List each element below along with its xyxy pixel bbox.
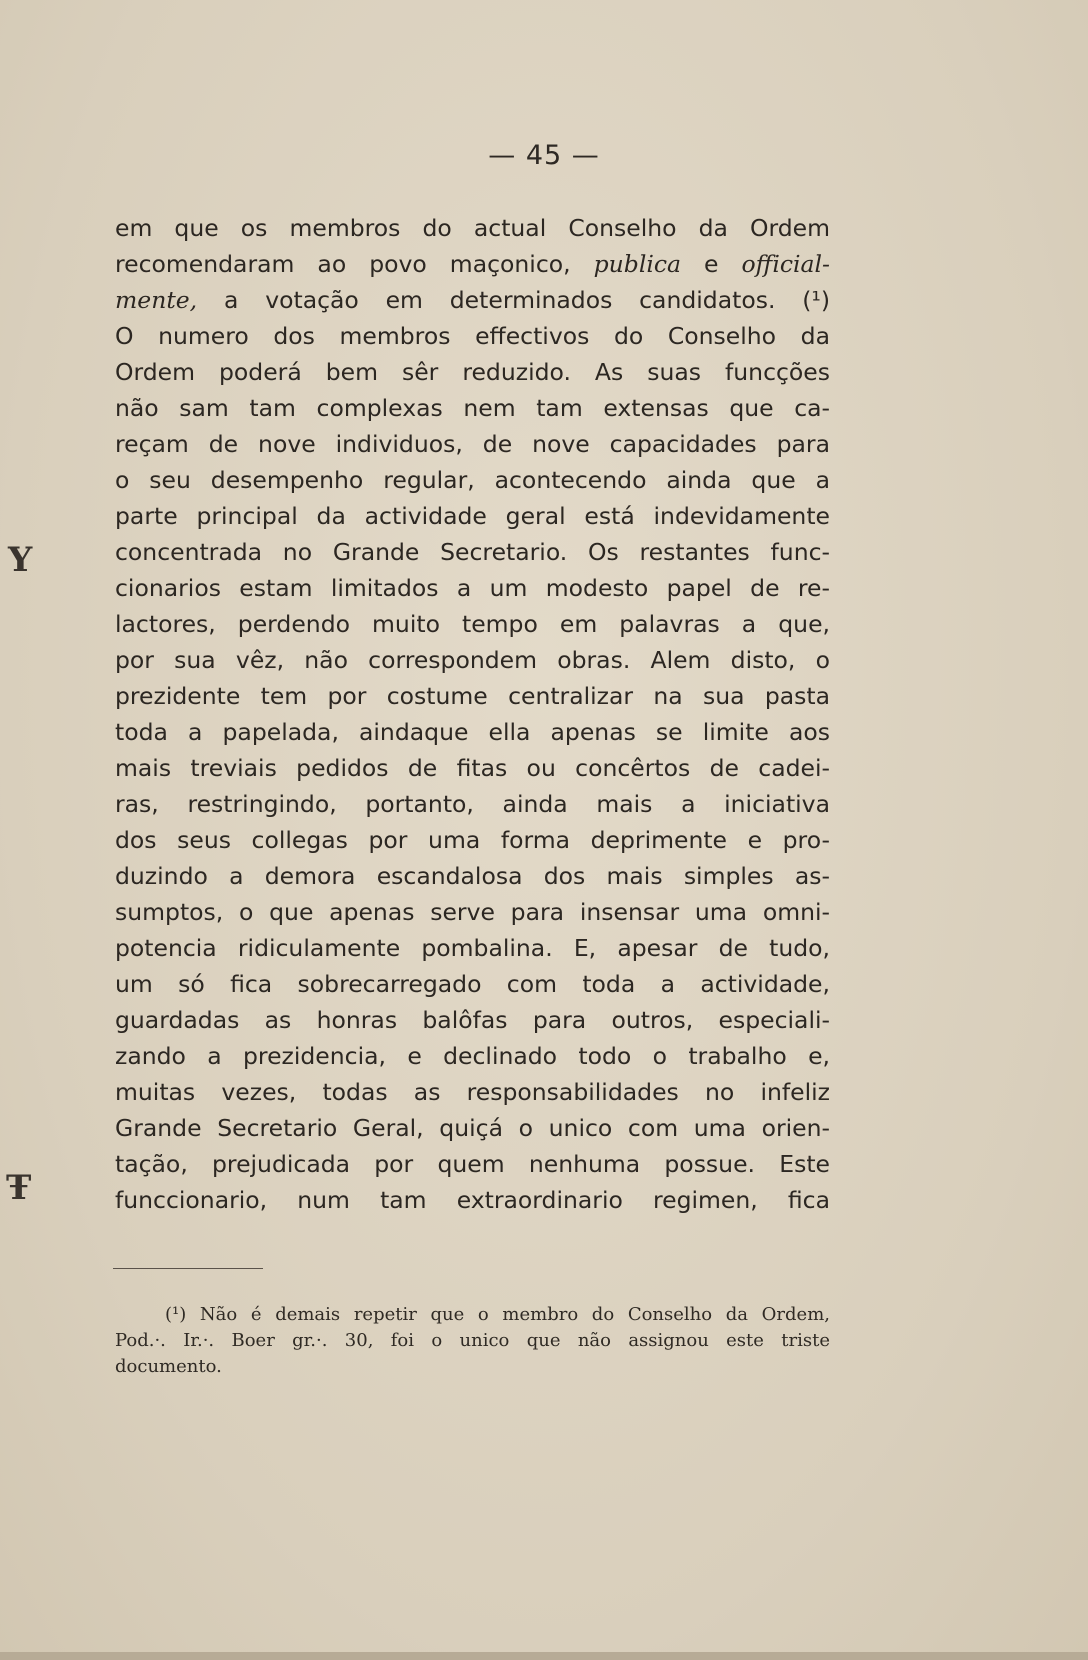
margin-mark: Ŧ: [6, 1168, 32, 1208]
text-fragment: a votação em determinados candidatos. (¹): [197, 286, 830, 314]
text-line: funccionario, num tam extraordinario regimen, fica: [115, 1186, 830, 1214]
text-line: toda a papelada, aindaque ella apenas se limite aos: [115, 718, 830, 746]
text-line: por sua vêz, não correspondem obras. Alem disto, o: [115, 646, 830, 674]
text-line: zando a prezidencia, e declinado todo o trabalho e,: [115, 1042, 830, 1070]
text-line: em que os membros do actual Conselho da Ordem: [115, 214, 830, 242]
italic-word: publica: [593, 250, 682, 278]
text-line: parte principal da actividade geral está indevidamente: [115, 502, 830, 530]
text-line: duzindo a demora escandalosa dos mais simples as-: [115, 862, 830, 890]
text-line: potencia ridiculamente pombalina. E, apesar de tudo,: [115, 934, 830, 962]
text-line: prezidente tem por costume centralizar na sua pasta: [115, 682, 830, 710]
text-line: mais treviais pedidos de fitas ou concêrtos de cadei-: [115, 754, 830, 782]
body-text: [115, 210, 830, 1218]
text-line: concentrada no Grande Secretario. Os restantes func-: [115, 538, 830, 566]
text-line: O numero dos membros effectivos do Conselho da: [115, 322, 830, 350]
text-line: um só fica sobrecarregado com toda a actividade,: [115, 970, 830, 998]
text-line: dos seus collegas por uma forma deprimente e pro-: [115, 826, 830, 854]
text-fragment: e: [681, 250, 742, 278]
page-edge: [0, 1652, 1088, 1660]
italic-word: official-: [741, 250, 830, 278]
text-line: Grande Secretario Geral, quiçá o unico com uma orien-: [115, 1114, 830, 1142]
text-line: lactores, perdendo muito tempo em palavras a que,: [115, 610, 830, 638]
text-line: [115, 282, 830, 318]
text-line: não sam tam complexas nem tam extensas que ca-: [115, 394, 830, 422]
italic-word: mente,: [115, 286, 198, 314]
text-line: cionarios estam limitados a um modesto papel de re-: [115, 574, 830, 602]
page-number: — 45 —: [488, 140, 600, 171]
text-line: Ordem poderá bem sêr reduzido. As suas funcções: [115, 358, 830, 386]
footnote-rule: [113, 1268, 263, 1269]
footnote-line: documento.: [115, 1356, 222, 1377]
text-line: [115, 246, 830, 282]
footnote-line: (¹) Não é demais repetir que o membro do Conselho da Ordem,: [165, 1304, 830, 1325]
text-fragment: recomendaram ao povo maçonico,: [115, 250, 594, 278]
text-line: o seu desempenho regular, acontecendo ainda que a: [115, 466, 830, 494]
margin-mark: Y: [8, 540, 33, 580]
text-line: reçam de nove individuos, de nove capacidades para: [115, 430, 830, 458]
footnote: [115, 1302, 830, 1380]
footnote-line: Pod.·. Ir.·. Boer gr.·. 30, foi o unico que não assignou este triste: [115, 1330, 830, 1351]
text-line: ras, restringindo, portanto, ainda mais a iniciativa: [115, 790, 830, 818]
text-line: sumptos, o que apenas serve para insensar uma omni-: [115, 898, 830, 926]
text-line: muitas vezes, todas as responsabilidades no infeliz: [115, 1078, 830, 1106]
text-line: tação, prejudicada por quem nenhuma possue. Este: [115, 1150, 830, 1178]
text-line: guardadas as honras balôfas para outros, especiali-: [115, 1006, 830, 1034]
